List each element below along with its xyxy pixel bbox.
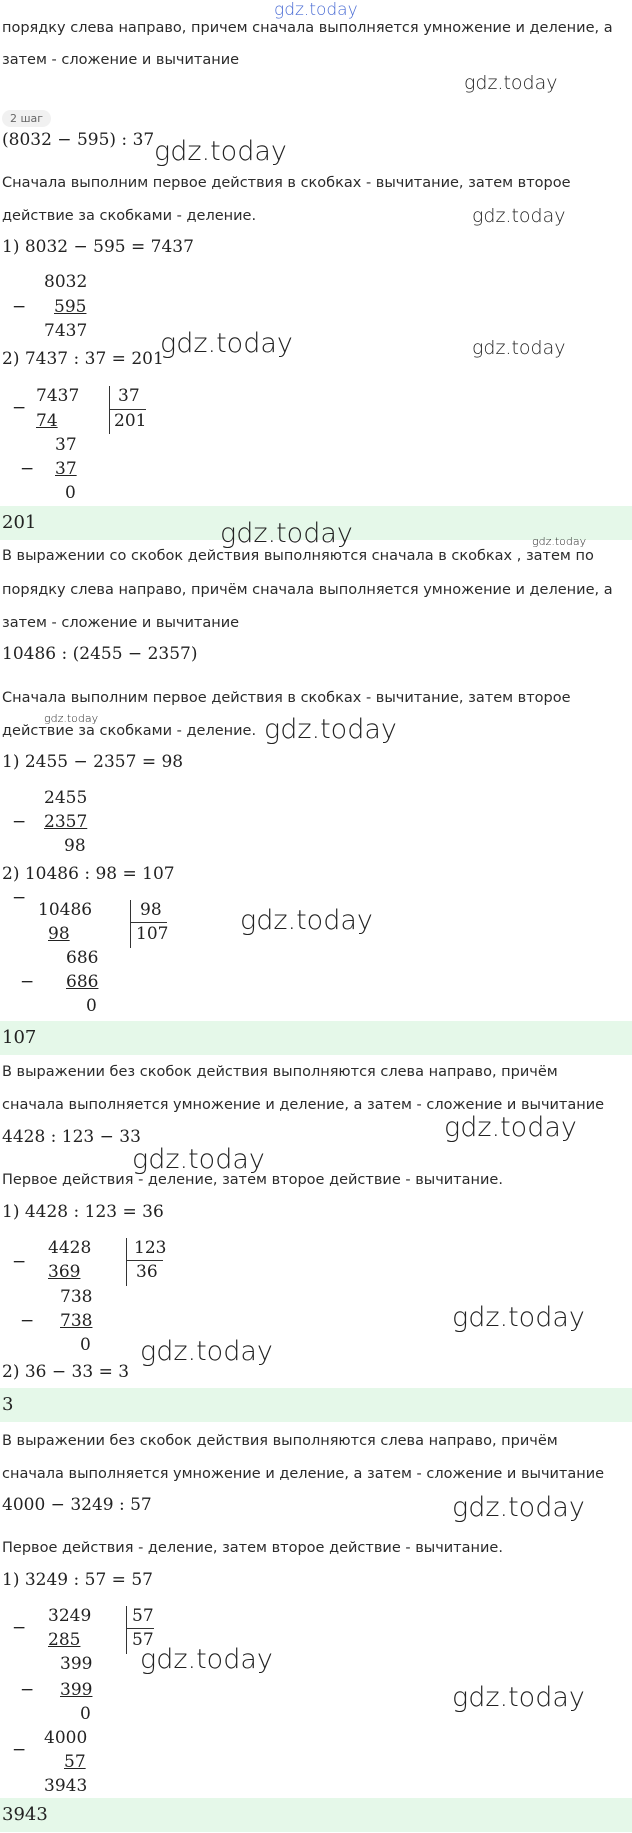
watermark: gdz.today: [452, 1302, 585, 1333]
watermark: gdz.today: [140, 1336, 273, 1367]
problem2-desc-1: В выражении со скобок действия выполняются сначала в скобках , затем по: [2, 548, 594, 564]
p4-div-minus: −: [12, 1618, 27, 1638]
watermark: gdz.today: [44, 712, 99, 725]
watermark: gdz.today: [472, 337, 566, 359]
p3-div-quotient: 36: [136, 1262, 158, 1282]
p1-sub-minus: −: [12, 297, 27, 317]
problem2-desc-4: Сначала выполним первое действия в скобках - вычитание, затем второе: [2, 690, 571, 706]
p4-div-minus-2: −: [20, 1680, 35, 1700]
p2-div-partial-2: 686: [66, 972, 99, 992]
p1-sub-minuend: 8032: [44, 272, 88, 292]
watermark: gdz.today: [240, 905, 373, 936]
p2-sub-result: 98: [64, 836, 86, 856]
problem4-desc-3: Первое действия - деление, затем второе действие - вычитание.: [2, 1540, 503, 1556]
p1-div-rem-2: 0: [65, 483, 76, 503]
problem4-step-1: 1) 3249 : 57 = 57: [2, 1570, 153, 1590]
intro-line-2: затем - сложение и вычитание: [2, 52, 240, 68]
p1-sub-subtrahend: 595: [54, 297, 87, 317]
p3-div-dividend: 4428: [48, 1238, 92, 1258]
p4-div-partial-2: 399: [60, 1680, 93, 1700]
p3-div-rem-2: 0: [80, 1335, 91, 1355]
problem2-answer: 107: [2, 1027, 37, 1048]
p4-div-rem-1: 399: [60, 1654, 93, 1674]
problem2-step-1: 1) 2455 − 2357 = 98: [2, 752, 184, 772]
p1-div-dividend: 7437: [36, 386, 80, 406]
watermark: gdz.today: [160, 328, 293, 359]
watermark: gdz.today: [472, 205, 566, 227]
watermark-top: gdz.today: [274, 0, 358, 20]
problem1-step-1: 1) 8032 − 595 = 7437: [2, 237, 194, 257]
p1-div-partial-1: 74: [36, 411, 58, 431]
problem2-step-2: 2) 10486 : 98 = 107: [2, 864, 175, 884]
p3-div-rem-1: 738: [60, 1287, 93, 1307]
p4-sub-minuend: 4000: [44, 1728, 88, 1748]
p2-div-dividend: 10486: [38, 900, 93, 920]
problem4-answer-bar: [0, 1798, 632, 1832]
watermark: gdz.today: [132, 1144, 265, 1175]
p1-div-minus-2: −: [20, 459, 35, 479]
problem3-answer: 3: [2, 1394, 14, 1415]
p4-div-dividend: 3249: [48, 1606, 92, 1626]
problem4-answer: 3943: [2, 1804, 48, 1825]
step-badge: 2 шаг: [2, 110, 51, 127]
problem4-desc-2: сначала выполняется умножение и деление, а затем - сложение и вычитание: [2, 1466, 605, 1482]
p4-div-partial-1: 285: [48, 1630, 81, 1650]
problem2-desc-2: порядку слева направо, причём сначала выполняется умножение и деление, а: [2, 582, 613, 598]
p2-div-quotient: 107: [136, 924, 169, 944]
watermark: gdz.today: [532, 535, 587, 548]
p2-div-minus-2: −: [20, 972, 35, 992]
p1-div-divisor: 37: [118, 386, 140, 406]
problem1-desc-2: действие за скобками - деление.: [2, 208, 257, 224]
problem3-step-1: 1) 4428 : 123 = 36: [2, 1202, 164, 1222]
p1-div-rem-1: 37: [55, 435, 77, 455]
problem4-desc-1: В выражении без скобок действия выполняются слева направо, причём: [2, 1433, 558, 1449]
problem4-expression: 4000 − 3249 : 57: [2, 1495, 152, 1515]
p1-div-partial-2: 37: [55, 459, 77, 479]
p1-div-bracket: [109, 386, 110, 434]
watermark: gdz.today: [220, 518, 353, 549]
problem1-answer: 201: [2, 512, 37, 533]
problem1-desc-1: Сначала выполним первое действия в скобках - вычитание, затем второе: [2, 175, 571, 191]
problem1-step-2: 2) 7437 : 37 = 201: [2, 349, 164, 369]
p2-sub-subtrahend: 2357: [44, 812, 88, 832]
watermark: gdz.today: [452, 1682, 585, 1713]
watermark: gdz.today: [140, 1644, 273, 1675]
watermark: gdz.today: [264, 714, 397, 745]
p3-div-divisor-line: [126, 1260, 163, 1261]
p3-div-minus-2: −: [20, 1311, 35, 1331]
problem3-answer-bar: [0, 1388, 632, 1422]
p2-div-bracket: [130, 900, 131, 948]
p2-div-partial-1: 98: [48, 924, 70, 944]
p4-sub-subtrahend: 57: [64, 1752, 86, 1772]
watermark: gdz.today: [444, 1112, 577, 1143]
p2-sub-minuend: 2455: [44, 788, 88, 808]
problem3-step-2: 2) 36 − 33 = 3: [2, 1362, 130, 1382]
p2-div-rem-2: 0: [86, 996, 97, 1016]
p3-div-partial-2: 738: [60, 1311, 93, 1331]
watermark: gdz.today: [154, 136, 287, 167]
p1-div-quotient: 201: [114, 411, 147, 431]
watermark: gdz.today: [464, 72, 558, 94]
problem2-desc-3: затем - сложение и вычитание: [2, 615, 240, 631]
p4-div-divisor-line: [126, 1628, 154, 1629]
p3-div-divisor: 123: [134, 1238, 167, 1258]
p4-sub-result: 3943: [44, 1776, 88, 1796]
p2-sub-minus: −: [12, 812, 27, 832]
p2-div-divisor: 98: [140, 900, 162, 920]
problem2-desc-5: действие за скобками - деление.: [2, 723, 257, 739]
p3-div-bracket: [126, 1238, 127, 1286]
p1-sub-result: 7437: [44, 321, 88, 341]
problem2-expression: 10486 : (2455 − 2357): [2, 644, 198, 664]
p3-div-partial-1: 369: [48, 1262, 81, 1282]
p4-div-bracket: [126, 1606, 127, 1654]
p4-div-divisor: 57: [132, 1606, 154, 1626]
p4-div-quotient: 57: [132, 1630, 154, 1650]
watermark: gdz.today: [452, 1492, 585, 1523]
problem3-expression: 4428 : 123 − 33: [2, 1127, 141, 1147]
problem1-expression: (8032 − 595) : 37: [2, 130, 155, 150]
p2-div-divisor-line: [130, 922, 167, 923]
problem3-desc-1: В выражении без скобок действия выполняются слева направо, причём: [2, 1064, 558, 1080]
p2-div-minus: −: [12, 888, 27, 908]
p3-div-minus: −: [12, 1252, 27, 1272]
p1-div-minus: −: [12, 398, 27, 418]
p2-div-rem-1: 686: [66, 948, 99, 968]
p4-sub-minus: −: [12, 1740, 27, 1760]
problem3-desc-3: Первое действия - деление, затем второе действие - вычитание.: [2, 1172, 503, 1188]
p4-div-rem-2: 0: [80, 1704, 91, 1724]
problem2-answer-bar: [0, 1021, 632, 1055]
intro-line-1: порядку слева направо, причем сначала выполняется умножение и деление, а: [2, 20, 613, 36]
p1-div-divisor-line: [109, 409, 146, 410]
problem3-desc-2: сначала выполняется умножение и деление, а затем - сложение и вычитание: [2, 1097, 605, 1113]
